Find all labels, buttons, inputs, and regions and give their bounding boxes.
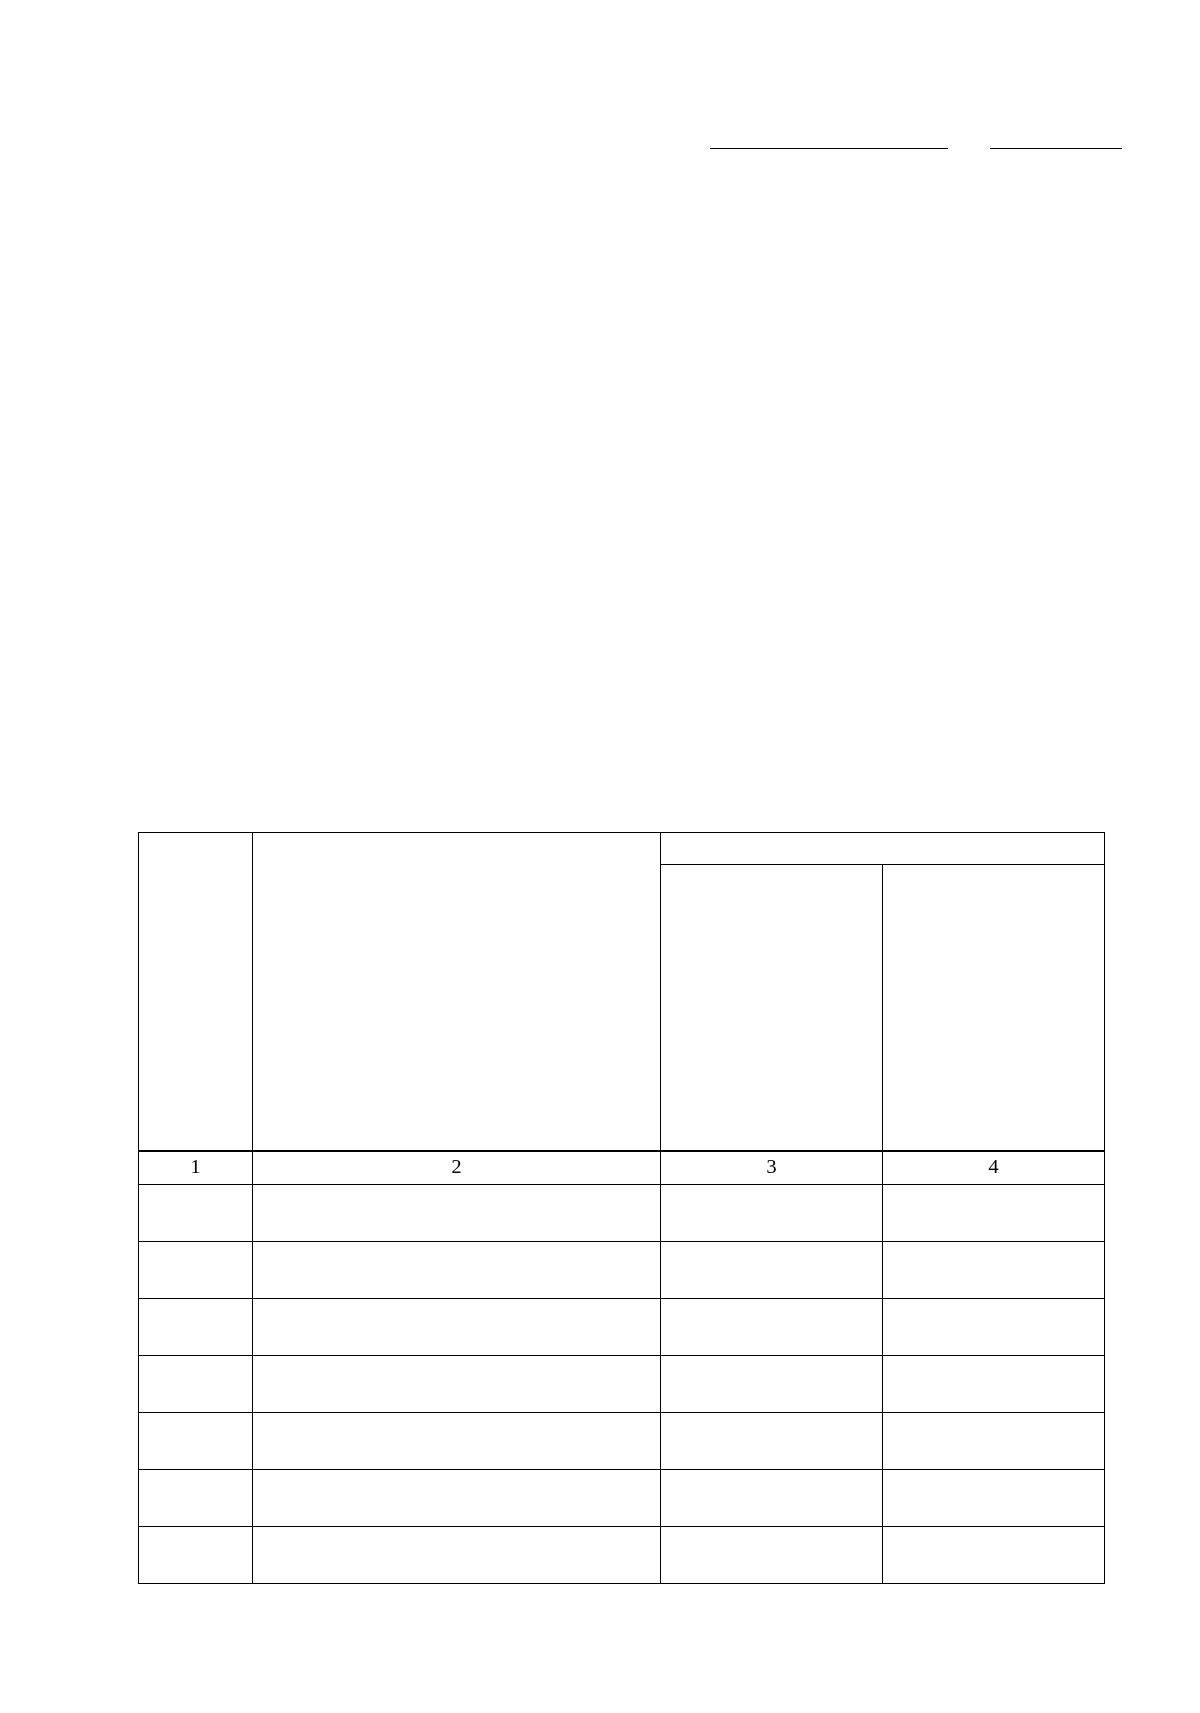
approval-stamp [680,118,1160,152]
table-row [139,1242,1105,1299]
row-number [139,1299,253,1356]
subsidy-table [138,832,1105,1584]
header-row-number [139,833,253,1151]
column-number: 1 [139,1151,253,1185]
table-row [139,1299,1105,1356]
subsidy-total [661,1470,883,1527]
row-number [139,1356,253,1413]
municipality-name [253,1527,661,1584]
row-number [139,1413,253,1470]
subsidy-capital-repair [883,1185,1105,1242]
table-row [139,1185,1105,1242]
municipality-name [253,1242,661,1299]
date-underline [710,148,948,149]
subsidy-capital-repair [883,1242,1105,1299]
column-number: 2 [253,1151,661,1185]
header-amount-group [661,833,1105,865]
table-row [139,1413,1105,1470]
column-number: 4 [883,1151,1105,1185]
row-number [139,1527,253,1584]
header-total [661,865,883,1151]
header-municipality-name [253,833,661,1151]
table-row [139,1470,1105,1527]
subsidy-capital-repair [883,1527,1105,1584]
approval-date-line [680,120,1160,152]
table-row [139,1356,1105,1413]
row-number [139,1470,253,1527]
subsidy-total [661,1356,883,1413]
municipality-name [253,1299,661,1356]
subsidy-total [661,1185,883,1242]
subsidy-total [661,1413,883,1470]
subsidy-capital-repair [883,1413,1105,1470]
row-number [139,1242,253,1299]
row-number [139,1185,253,1242]
municipality-name [253,1185,661,1242]
table-row [139,1527,1105,1584]
municipality-name [253,1413,661,1470]
subsidy-capital-repair [883,1470,1105,1527]
subsidy-total [661,1299,883,1356]
number-underline [990,148,1122,149]
municipality-name [253,1356,661,1413]
subsidy-capital-repair [883,1356,1105,1413]
subsidy-total [661,1242,883,1299]
municipality-name [253,1470,661,1527]
subsidy-total [661,1527,883,1584]
subsidy-capital-repair [883,1299,1105,1356]
column-number: 3 [661,1151,883,1185]
header-capital-repair [883,865,1105,1151]
